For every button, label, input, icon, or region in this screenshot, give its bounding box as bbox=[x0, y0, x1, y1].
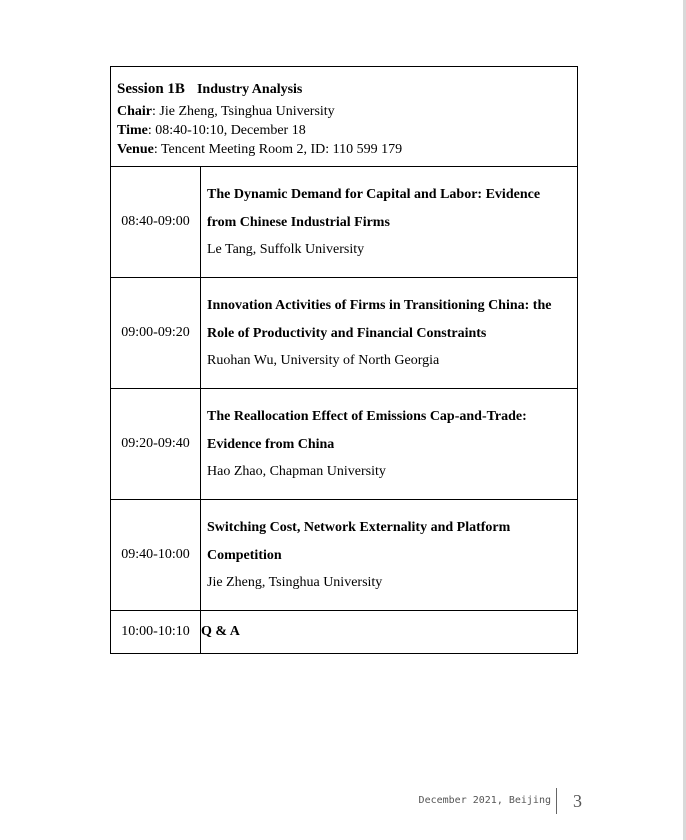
paper-info bbox=[201, 167, 578, 278]
chair-value: : Jie Zheng, Tsinghua University bbox=[152, 104, 335, 119]
session-chair bbox=[117, 102, 571, 121]
paper-title: Innovation Activities of Firms in Transitioning China: the Role of Productivity and Financial Constraints bbox=[207, 298, 552, 341]
paper-author: Hao Zhao, Chapman University bbox=[207, 464, 386, 479]
paper-author: Jie Zheng, Tsinghua University bbox=[207, 575, 383, 590]
chair-label: Chair bbox=[117, 104, 152, 119]
paper-author: Le Tang, Suffolk University bbox=[207, 242, 365, 257]
paper-row bbox=[111, 389, 578, 500]
paper-row bbox=[111, 500, 578, 611]
page-number: 3 bbox=[573, 791, 582, 811]
session-header bbox=[111, 67, 578, 167]
session-header-row bbox=[111, 67, 578, 167]
venue-label: Venue bbox=[117, 142, 154, 157]
footer-text: December 2021, Beijing bbox=[418, 795, 551, 806]
time-label: Time bbox=[117, 123, 148, 138]
paper-time: 09:00-09:20 bbox=[111, 278, 201, 389]
paper-title: Switching Cost, Network Externality and Platform Competition bbox=[207, 520, 511, 563]
paper-time: 08:40-09:00 bbox=[111, 167, 201, 278]
paper-row bbox=[111, 167, 578, 278]
session-topic: Industry Analysis bbox=[196, 82, 303, 97]
qa-label: Q & A bbox=[201, 611, 578, 654]
qa-row bbox=[111, 611, 578, 654]
session-time bbox=[117, 121, 571, 140]
time-value: : 08:40-10:10, December 18 bbox=[147, 123, 306, 138]
page-footer bbox=[419, 788, 582, 814]
paper-time: 09:40-10:00 bbox=[111, 500, 201, 611]
venue-value: : Tencent Meeting Room 2, ID: 110 599 179 bbox=[153, 142, 403, 157]
paper-row bbox=[111, 278, 578, 389]
session-title bbox=[117, 79, 571, 100]
paper-info bbox=[201, 500, 578, 611]
paper-title: The Dynamic Demand for Capital and Labor: Evidence from Chinese Industrial Firms bbox=[207, 187, 541, 230]
paper-author: Ruohan Wu, University of North Georgia bbox=[207, 353, 440, 368]
session-schedule-table bbox=[110, 66, 578, 654]
paper-title: The Reallocation Effect of Emissions Cap-and-Trade: Evidence from China bbox=[207, 409, 527, 452]
session-id: Session 1B bbox=[117, 81, 185, 97]
paper-info bbox=[201, 278, 578, 389]
paper-info bbox=[201, 389, 578, 500]
paper-time: 09:20-09:40 bbox=[111, 389, 201, 500]
session-venue bbox=[117, 140, 571, 159]
qa-time: 10:00-10:10 bbox=[111, 611, 201, 654]
